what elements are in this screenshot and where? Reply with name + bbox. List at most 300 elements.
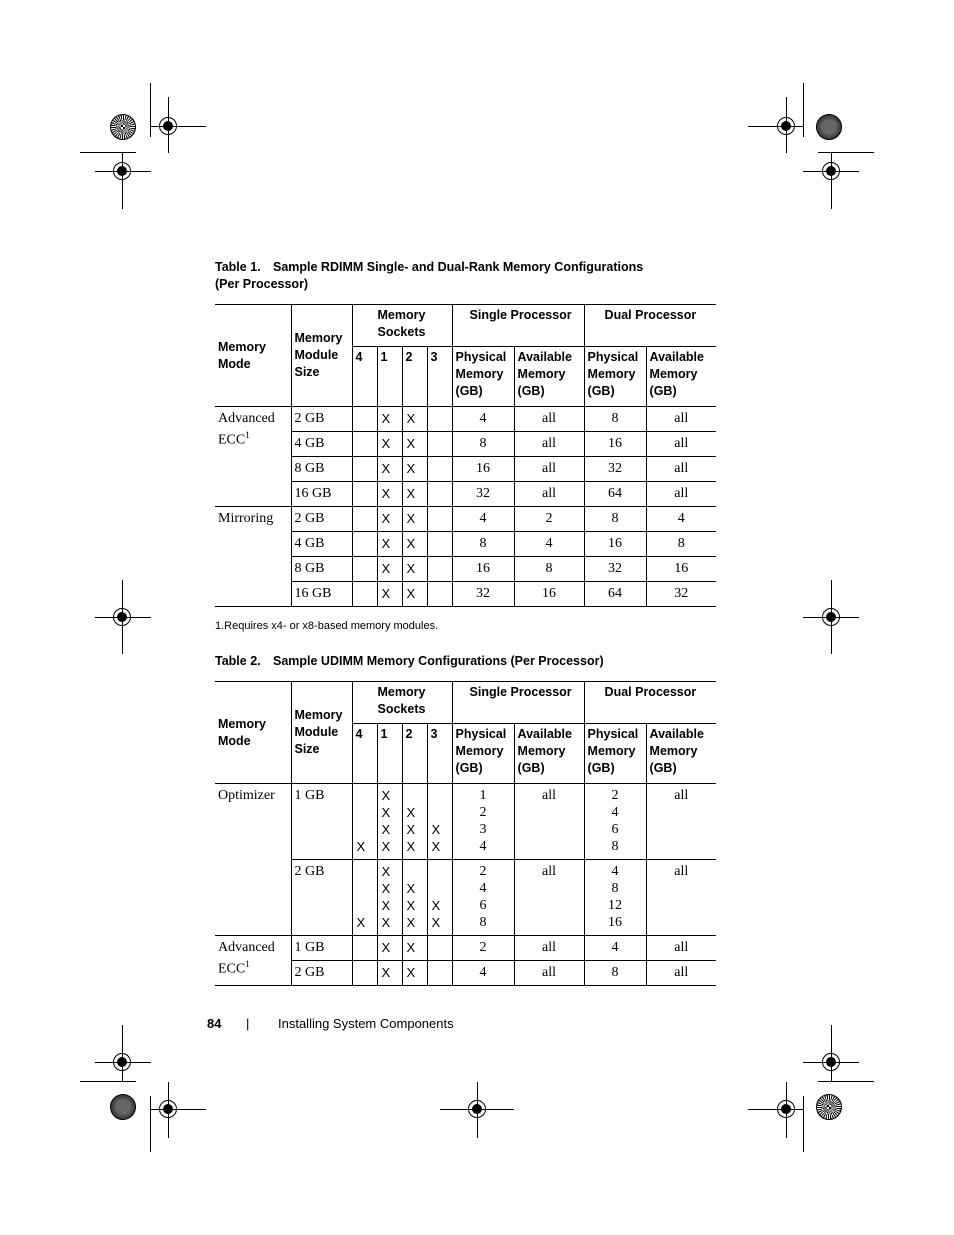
socket-4-cell: [352, 860, 377, 936]
sp-physical-cell: [452, 482, 514, 507]
registration-target-icon: [822, 1053, 840, 1071]
dp-physical-cell-value: 4: [611, 940, 619, 955]
table-row: [215, 557, 716, 582]
socket-1-cell-value: X: [381, 586, 391, 601]
dp-physical-cell-value: 16: [608, 915, 623, 930]
module-size-cell: 8 GB: [291, 457, 352, 482]
socket-4-cell-value: [357, 787, 374, 804]
socket-1-cell-value: X: [381, 940, 391, 955]
registration-target-icon: [822, 162, 840, 180]
dp-physical-cell: [584, 507, 646, 532]
sp-physical-cell-value: 8: [479, 436, 487, 451]
sp-available-cell-value: all: [542, 965, 557, 980]
dp-physical-cell-value: 12: [608, 898, 623, 913]
socket-4-cell-value: [357, 410, 374, 427]
socket-2-cell-value: X: [406, 561, 416, 576]
header-dp-available: Available Memory (GB): [646, 724, 716, 784]
sp-available-cell: [514, 557, 584, 582]
memory-mode-cell: [215, 407, 291, 507]
socket-4-cell: [352, 557, 377, 582]
table2-title-line1: Sample UDIMM Memory Configurations (Per Processor): [273, 654, 604, 668]
socket-2-cell: [402, 557, 427, 582]
socket-1-cell: [377, 936, 402, 961]
module-size-cell: 1 GB: [291, 936, 352, 961]
socket-4-cell-value: [357, 460, 374, 477]
socket-4-cell-value: [357, 821, 374, 838]
memory-mode-label: Optimizer: [218, 788, 275, 803]
header-dp-physical: Physical Memory (GB): [584, 724, 646, 784]
sp-physical-cell-value: 4: [479, 511, 487, 526]
socket-1-cell: [377, 407, 402, 432]
socket-1-cell: [377, 507, 402, 532]
table-row: [215, 961, 716, 986]
header-memory-mode: Memory Mode: [215, 305, 291, 407]
dp-available-cell-value: 8: [677, 536, 685, 551]
dp-physical-cell: [584, 482, 646, 507]
header-memory-mode: Memory Mode: [215, 682, 291, 784]
socket-2-cell: [402, 582, 427, 607]
dp-physical-cell-value: 8: [611, 411, 619, 426]
registration-target-icon: [468, 1100, 486, 1118]
socket-4-cell-value: X: [356, 915, 366, 930]
socket-4-cell-value: [357, 897, 374, 914]
socket-1-cell-value: X: [381, 839, 391, 854]
socket-3-cell-value: [432, 485, 449, 502]
module-size-cell: 2 GB: [291, 407, 352, 432]
dp-available-cell: [646, 482, 716, 507]
socket-3-cell-value: [432, 964, 449, 981]
registration-rose-icon: [816, 1094, 842, 1120]
dp-available-cell-value: all: [674, 486, 689, 501]
dp-physical-cell-value: 4: [611, 805, 619, 820]
dp-available-cell-value: all: [674, 411, 689, 426]
dp-available-cell-value: 32: [674, 586, 689, 601]
table1-footnote: 1.Requires x4- or x8-based memory modules.: [215, 620, 439, 632]
socket-2-cell-value: [407, 863, 424, 880]
header-socket-4: 4: [352, 724, 377, 784]
socket-4-cell-value: [357, 510, 374, 527]
header-socket-1: 1: [377, 347, 402, 407]
socket-2-cell: [402, 457, 427, 482]
socket-2-cell-value: X: [406, 411, 416, 426]
socket-2-cell: [402, 482, 427, 507]
dp-physical-cell: [584, 936, 646, 961]
table2-number: Table 2.: [215, 654, 261, 668]
socket-2-cell-value: X: [406, 486, 416, 501]
socket-2-cell-value: X: [406, 915, 416, 930]
socket-1-cell-value: X: [381, 461, 391, 476]
socket-4-cell-value: [357, 485, 374, 502]
table1-caption: [215, 259, 643, 293]
socket-4-cell: [352, 457, 377, 482]
dp-physical-cell: [584, 532, 646, 557]
dp-available-cell-value: 4: [677, 511, 685, 526]
dp-physical-cell-value: 6: [611, 822, 619, 837]
table-row: [215, 482, 716, 507]
header-sp-physical: Physical Memory (GB): [452, 724, 514, 784]
dp-physical-cell-value: 16: [608, 436, 623, 451]
sp-physical-cell-value: 4: [479, 411, 487, 426]
socket-3-cell: [427, 784, 452, 860]
module-size-cell: 16 GB: [291, 582, 352, 607]
header-sp-available: Available Memory (GB): [514, 724, 584, 784]
socket-3-cell: [427, 860, 452, 936]
socket-2-cell-value: X: [406, 881, 416, 896]
dp-physical-cell: [584, 407, 646, 432]
registration-target-icon: [113, 608, 131, 626]
header-dp-available: Available Memory (GB): [646, 347, 716, 407]
socket-1-cell-value: X: [381, 805, 391, 820]
socket-4-cell-value: [357, 435, 374, 452]
socket-3-cell: [427, 532, 452, 557]
socket-3-cell-value: [432, 535, 449, 552]
dp-available-cell-value: 16: [674, 561, 689, 576]
table-row: [215, 860, 716, 936]
module-size-cell: 8 GB: [291, 557, 352, 582]
socket-1-cell: [377, 557, 402, 582]
dp-available-cell-value: all: [674, 940, 689, 955]
udimm-config-table: [215, 681, 716, 986]
sp-physical-cell-value: 8: [479, 536, 487, 551]
header-dp-physical: Physical Memory (GB): [584, 347, 646, 407]
rdimm-config-table: [215, 304, 716, 607]
socket-2-cell-value: X: [406, 839, 416, 854]
socket-3-cell-value: [432, 560, 449, 577]
socket-2-cell-value: X: [406, 898, 416, 913]
socket-3-cell-value: [432, 585, 449, 602]
sp-available-cell-value: 4: [545, 536, 553, 551]
sp-physical-cell-value: 32: [476, 586, 491, 601]
dp-available-cell-value: all: [674, 436, 689, 451]
socket-4-cell-value: [357, 939, 374, 956]
table-row: [215, 582, 716, 607]
sp-available-cell-value: all: [542, 788, 557, 803]
socket-1-cell-value: X: [381, 536, 391, 551]
socket-4-cell: [352, 582, 377, 607]
module-size-cell: 4 GB: [291, 432, 352, 457]
sp-physical-cell: [452, 784, 514, 860]
socket-1-cell: [377, 784, 402, 860]
socket-3-cell-value: [432, 804, 449, 821]
module-size-cell: 1 GB: [291, 784, 352, 860]
footnote-ref: 1: [245, 959, 250, 969]
sp-physical-cell-value: 2: [479, 940, 487, 955]
socket-2-cell: [402, 532, 427, 557]
socket-3-cell: [427, 961, 452, 986]
table-row: [215, 457, 716, 482]
footnote-ref: 1: [245, 430, 250, 440]
socket-4-cell: [352, 961, 377, 986]
sp-available-cell-value: 16: [542, 586, 557, 601]
module-size-cell: 2 GB: [291, 860, 352, 936]
header-module-size: Memory Module Size: [291, 682, 352, 784]
sp-physical-cell-value: 3: [479, 822, 487, 837]
socket-2-cell: [402, 860, 427, 936]
dp-available-cell-value: all: [674, 788, 689, 803]
footer-section-title: Installing System Components: [278, 1016, 454, 1031]
socket-1-cell: [377, 457, 402, 482]
dp-physical-cell: [584, 432, 646, 457]
sp-available-cell: [514, 582, 584, 607]
socket-2-cell-value: X: [406, 822, 416, 837]
sp-available-cell: [514, 407, 584, 432]
registration-rose-icon: [110, 114, 136, 140]
memory-mode-cell: [215, 507, 291, 607]
dp-physical-cell: [584, 457, 646, 482]
registration-target-icon: [113, 1053, 131, 1071]
registration-target-icon: [777, 117, 795, 135]
socket-1-cell: [377, 961, 402, 986]
sp-available-cell: [514, 936, 584, 961]
socket-4-cell: [352, 532, 377, 557]
dp-available-cell-value: all: [674, 965, 689, 980]
table-row: [215, 532, 716, 557]
module-size-cell: 16 GB: [291, 482, 352, 507]
header-socket-2: 2: [402, 724, 427, 784]
socket-2-cell-value: X: [406, 436, 416, 451]
socket-4-cell: [352, 432, 377, 457]
sp-available-cell-value: all: [542, 436, 557, 451]
dp-available-cell: [646, 784, 716, 860]
socket-1-cell-value: X: [381, 411, 391, 426]
sp-physical-cell-value: 4: [479, 839, 487, 854]
dp-available-cell: [646, 860, 716, 936]
header-dual-processor: Dual Processor: [584, 305, 716, 347]
socket-4-cell-value: [357, 535, 374, 552]
socket-3-cell-value: X: [431, 822, 441, 837]
socket-1-cell: [377, 482, 402, 507]
socket-3-cell-value: [432, 435, 449, 452]
sp-available-cell: [514, 457, 584, 482]
socket-3-cell-value: X: [431, 839, 441, 854]
table1-title-line1: Sample RDIMM Single- and Dual-Rank Memory Configurations: [273, 260, 644, 274]
socket-3-cell: [427, 457, 452, 482]
table-row: [215, 407, 716, 432]
socket-3-cell: [427, 432, 452, 457]
dp-physical-cell-value: 2: [611, 788, 619, 803]
socket-3-cell-value: [432, 939, 449, 956]
registration-target-icon: [822, 608, 840, 626]
sp-physical-cell-value: 6: [479, 898, 487, 913]
header-single-processor: Single Processor: [452, 305, 584, 347]
memory-mode-label: Mirroring: [218, 511, 274, 526]
dp-physical-cell: [584, 961, 646, 986]
memory-mode-cell: [215, 784, 291, 936]
header-sp-available: Available Memory (GB): [514, 347, 584, 407]
socket-1-cell: [377, 582, 402, 607]
sp-physical-cell-value: 4: [479, 965, 487, 980]
table1-number: Table 1.: [215, 260, 261, 274]
socket-3-cell: [427, 582, 452, 607]
dp-physical-cell-value: 32: [608, 461, 623, 476]
dp-physical-cell: [584, 582, 646, 607]
sp-physical-cell: [452, 936, 514, 961]
socket-4-cell-value: X: [356, 839, 366, 854]
sp-physical-cell: [452, 507, 514, 532]
socket-4-cell-value: [357, 964, 374, 981]
dp-available-cell: [646, 936, 716, 961]
socket-1-cell-value: X: [381, 511, 391, 526]
header-sp-physical: Physical Memory (GB): [452, 347, 514, 407]
registration-target-icon: [159, 117, 177, 135]
memory-mode-label: Advanced ECC: [218, 411, 275, 448]
socket-1-cell-value: X: [381, 788, 391, 803]
socket-4-cell: [352, 936, 377, 961]
socket-1-cell: [377, 860, 402, 936]
table-row: [215, 432, 716, 457]
socket-1-cell: [377, 532, 402, 557]
socket-3-cell: [427, 507, 452, 532]
header-socket-2: 2: [402, 347, 427, 407]
sp-physical-cell: [452, 582, 514, 607]
socket-3-cell-value: [432, 510, 449, 527]
footer-separator: |: [246, 1016, 250, 1031]
sp-available-cell-value: all: [542, 940, 557, 955]
socket-2-cell: [402, 507, 427, 532]
dp-physical-cell-value: 64: [608, 586, 623, 601]
registration-target-icon: [777, 1100, 795, 1118]
socket-1-cell: [377, 432, 402, 457]
memory-mode-cell: [215, 936, 291, 986]
sp-available-cell: [514, 961, 584, 986]
dp-physical-cell-value: 32: [608, 561, 623, 576]
sp-available-cell: [514, 507, 584, 532]
sp-physical-cell-value: 2: [479, 864, 487, 879]
socket-1-cell-value: X: [381, 881, 391, 896]
socket-1-cell-value: X: [381, 822, 391, 837]
dp-physical-cell-value: 16: [608, 536, 623, 551]
dp-physical-cell-value: 8: [611, 881, 619, 896]
sp-physical-cell: [452, 860, 514, 936]
sp-available-cell-value: all: [542, 461, 557, 476]
sp-available-cell: [514, 532, 584, 557]
socket-2-cell: [402, 961, 427, 986]
module-size-cell: 4 GB: [291, 532, 352, 557]
sp-available-cell-value: all: [542, 864, 557, 879]
socket-1-cell-value: X: [381, 965, 391, 980]
table1-title-line2: (Per Processor): [215, 277, 309, 291]
table2-caption: [215, 653, 604, 670]
table-row: [215, 784, 716, 860]
header-single-processor: Single Processor: [452, 682, 584, 724]
module-size-cell: 2 GB: [291, 507, 352, 532]
dp-available-cell: [646, 557, 716, 582]
sp-available-cell: [514, 860, 584, 936]
socket-1-cell-value: X: [381, 898, 391, 913]
socket-4-cell: [352, 507, 377, 532]
sp-available-cell: [514, 432, 584, 457]
header-socket-3: 3: [427, 724, 452, 784]
sp-physical-cell-value: 2: [479, 805, 487, 820]
sp-physical-cell: [452, 532, 514, 557]
socket-2-cell-value: X: [406, 965, 416, 980]
socket-2-cell: [402, 432, 427, 457]
dp-physical-cell-value: 4: [611, 864, 619, 879]
header-socket-3: 3: [427, 347, 452, 407]
dp-available-cell: [646, 582, 716, 607]
socket-2-cell-value: X: [406, 511, 416, 526]
dp-available-cell: [646, 507, 716, 532]
socket-4-cell: [352, 784, 377, 860]
socket-2-cell: [402, 407, 427, 432]
dp-physical-cell-value: 8: [611, 839, 619, 854]
socket-1-cell-value: X: [381, 561, 391, 576]
dp-physical-cell: [584, 557, 646, 582]
socket-1-cell-value: X: [381, 864, 391, 879]
socket-4-cell-value: [357, 863, 374, 880]
sp-physical-cell-value: 16: [476, 561, 491, 576]
dp-available-cell: [646, 457, 716, 482]
sp-available-cell: [514, 482, 584, 507]
socket-2-cell: [402, 784, 427, 860]
header-memory-sockets: Memory Sockets: [352, 305, 452, 347]
registration-rose-icon: [110, 1094, 136, 1120]
header-memory-sockets: Memory Sockets: [352, 682, 452, 724]
socket-1-cell-value: X: [381, 915, 391, 930]
registration-rose-icon: [816, 114, 842, 140]
dp-physical-cell: [584, 860, 646, 936]
socket-3-cell-value: X: [431, 915, 441, 930]
socket-1-cell-value: X: [381, 486, 391, 501]
socket-3-cell-value: [432, 410, 449, 427]
socket-3-cell-value: X: [431, 898, 441, 913]
sp-available-cell-value: 8: [545, 561, 553, 576]
table-row: [215, 507, 716, 532]
socket-1-cell-value: X: [381, 436, 391, 451]
socket-4-cell-value: [357, 880, 374, 897]
sp-physical-cell: [452, 407, 514, 432]
dp-physical-cell-value: 8: [611, 965, 619, 980]
dp-available-cell: [646, 407, 716, 432]
socket-2-cell-value: [407, 787, 424, 804]
socket-3-cell-value: [432, 880, 449, 897]
registration-target-icon: [113, 162, 131, 180]
page-number: 84: [207, 1016, 222, 1031]
socket-3-cell-value: [432, 460, 449, 477]
dp-available-cell: [646, 961, 716, 986]
socket-2-cell-value: X: [406, 805, 416, 820]
header-module-size: Memory Module Size: [291, 305, 352, 407]
sp-physical-cell-value: 1: [479, 788, 487, 803]
socket-3-cell-value: [432, 863, 449, 880]
table-row: [215, 936, 716, 961]
dp-physical-cell-value: 64: [608, 486, 623, 501]
sp-available-cell-value: all: [542, 411, 557, 426]
socket-3-cell: [427, 557, 452, 582]
sp-physical-cell: [452, 961, 514, 986]
sp-physical-cell-value: 4: [479, 881, 487, 896]
socket-2-cell-value: X: [406, 536, 416, 551]
registration-target-icon: [159, 1100, 177, 1118]
header-dual-processor: Dual Processor: [584, 682, 716, 724]
socket-3-cell: [427, 407, 452, 432]
sp-available-cell: [514, 784, 584, 860]
socket-4-cell-value: [357, 560, 374, 577]
module-size-cell: 2 GB: [291, 961, 352, 986]
dp-available-cell: [646, 532, 716, 557]
sp-physical-cell: [452, 457, 514, 482]
sp-physical-cell-value: 8: [479, 915, 487, 930]
sp-physical-cell: [452, 557, 514, 582]
socket-2-cell-value: X: [406, 461, 416, 476]
socket-4-cell-value: [357, 804, 374, 821]
socket-2-cell-value: X: [406, 940, 416, 955]
socket-4-cell-value: [357, 585, 374, 602]
socket-2-cell-value: X: [406, 586, 416, 601]
dp-available-cell-value: all: [674, 864, 689, 879]
memory-mode-label: Advanced ECC: [218, 940, 275, 977]
header-socket-4: 4: [352, 347, 377, 407]
